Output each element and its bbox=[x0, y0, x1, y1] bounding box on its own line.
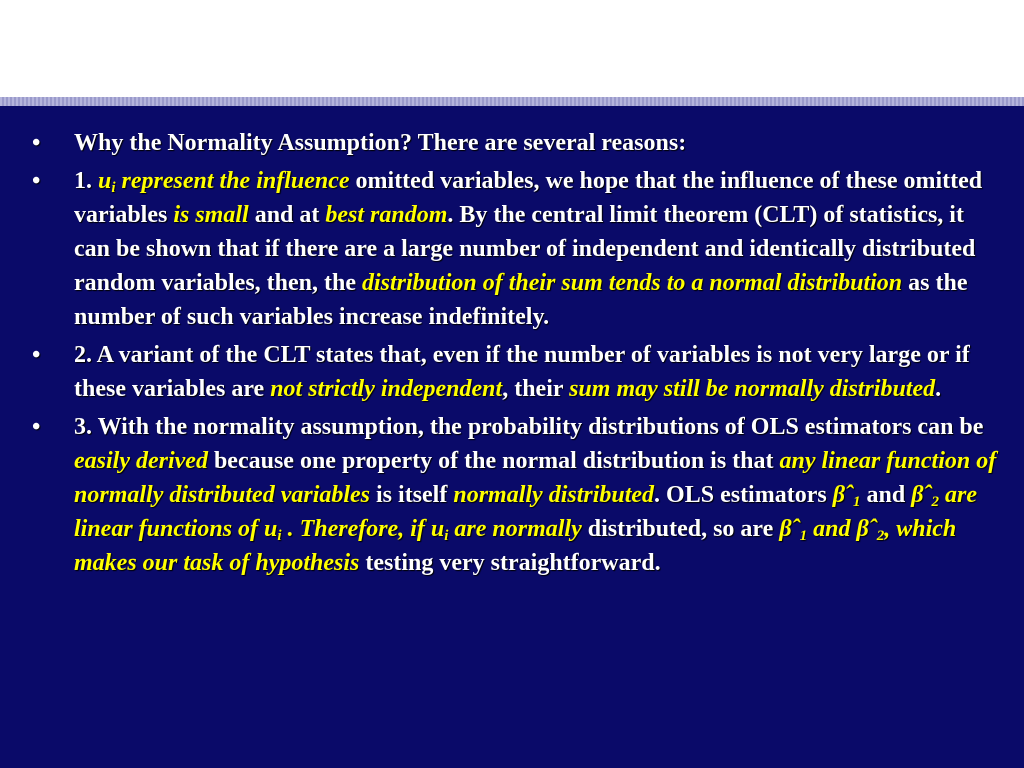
text-segment: and at bbox=[248, 202, 326, 228]
highlighted-text: are linear functions of u bbox=[74, 482, 977, 542]
highlighted-text: βˆ bbox=[832, 482, 853, 508]
highlighted-text: best random bbox=[325, 202, 448, 228]
highlighted-text: easily derived bbox=[74, 448, 208, 474]
highlighted-text: . Therefore, if u bbox=[281, 516, 445, 542]
highlighted-text: , which makes our task of hypothesis bbox=[74, 516, 957, 576]
highlighted-text: 1 bbox=[799, 528, 808, 544]
text-segment: omitted variables, we hope that the influence of these omitted variables bbox=[74, 168, 983, 228]
text-segment: distributed, so are bbox=[581, 516, 780, 542]
highlighted-text: distribution of their sum tends to a normal distribution bbox=[362, 270, 903, 296]
highlighted-text: i bbox=[444, 528, 449, 544]
highlighted-text: 2 bbox=[931, 494, 939, 510]
text-segment: 1. bbox=[74, 168, 98, 194]
text-segment: 3. With the normality assumption, the probability distributions of OLS estimators can be bbox=[74, 414, 984, 440]
bullet-item bbox=[32, 410, 1002, 580]
highlighted-text: 1 bbox=[853, 494, 861, 510]
text-segment: is itself bbox=[370, 482, 454, 508]
bullet-item bbox=[32, 126, 1002, 160]
text-segment: . bbox=[935, 376, 942, 402]
highlighted-text: not strictly independent bbox=[270, 376, 503, 402]
bullet-text bbox=[74, 342, 970, 402]
bullet-text bbox=[74, 168, 982, 330]
highlighted-text: i bbox=[277, 528, 282, 544]
bullet-dot-icon: • bbox=[32, 414, 41, 440]
highlighted-text: any linear function of normally distributed variables bbox=[74, 448, 997, 508]
bullet-text bbox=[74, 414, 996, 576]
bullet-item bbox=[32, 338, 1002, 406]
bullet-list bbox=[32, 126, 1002, 584]
text-segment: and bbox=[860, 482, 912, 508]
highlighted-text: u bbox=[98, 168, 112, 194]
text-segment: because one property of the normal distribution is that bbox=[207, 448, 780, 474]
highlighted-text: sum may still be normally distributed bbox=[569, 376, 936, 402]
text-segment: . OLS estimators bbox=[654, 482, 833, 508]
text-segment: , their bbox=[502, 376, 570, 402]
highlighted-text: represent the influence bbox=[115, 168, 350, 194]
header-divider-stripe bbox=[0, 97, 1024, 106]
bullet-text bbox=[74, 130, 686, 156]
highlighted-text: 2 bbox=[876, 528, 885, 544]
highlighted-text: βˆ bbox=[779, 516, 800, 542]
highlighted-text: is small bbox=[173, 202, 249, 228]
bullet-dot-icon: • bbox=[32, 342, 41, 368]
highlighted-text: normally distributed bbox=[453, 482, 655, 508]
bullet-dot-icon: • bbox=[32, 130, 41, 156]
highlighted-text: βˆ bbox=[911, 482, 932, 508]
text-segment: Why the Normality Assumption? There are several reasons: bbox=[74, 130, 687, 156]
highlighted-text: are normally bbox=[448, 516, 582, 542]
highlighted-text: i bbox=[111, 180, 116, 196]
slide-title-area bbox=[0, 0, 1024, 97]
text-segment: as the number of such variables increase indefinitely. bbox=[74, 270, 968, 330]
highlighted-text: and βˆ bbox=[807, 516, 877, 542]
bullet-item bbox=[32, 164, 1002, 334]
text-segment: . By the central limit theorem (CLT) of statistics, it can be shown that if there are a large number of independent and identically distributed random variables, then, the bbox=[74, 202, 976, 296]
bullet-dot-icon: • bbox=[32, 168, 41, 194]
text-segment: testing very straightforward. bbox=[359, 550, 661, 576]
slide-body bbox=[0, 106, 1024, 768]
text-segment: 2. A variant of the CLT states that, even if the number of variables is not very large or if these variables are bbox=[74, 342, 970, 402]
